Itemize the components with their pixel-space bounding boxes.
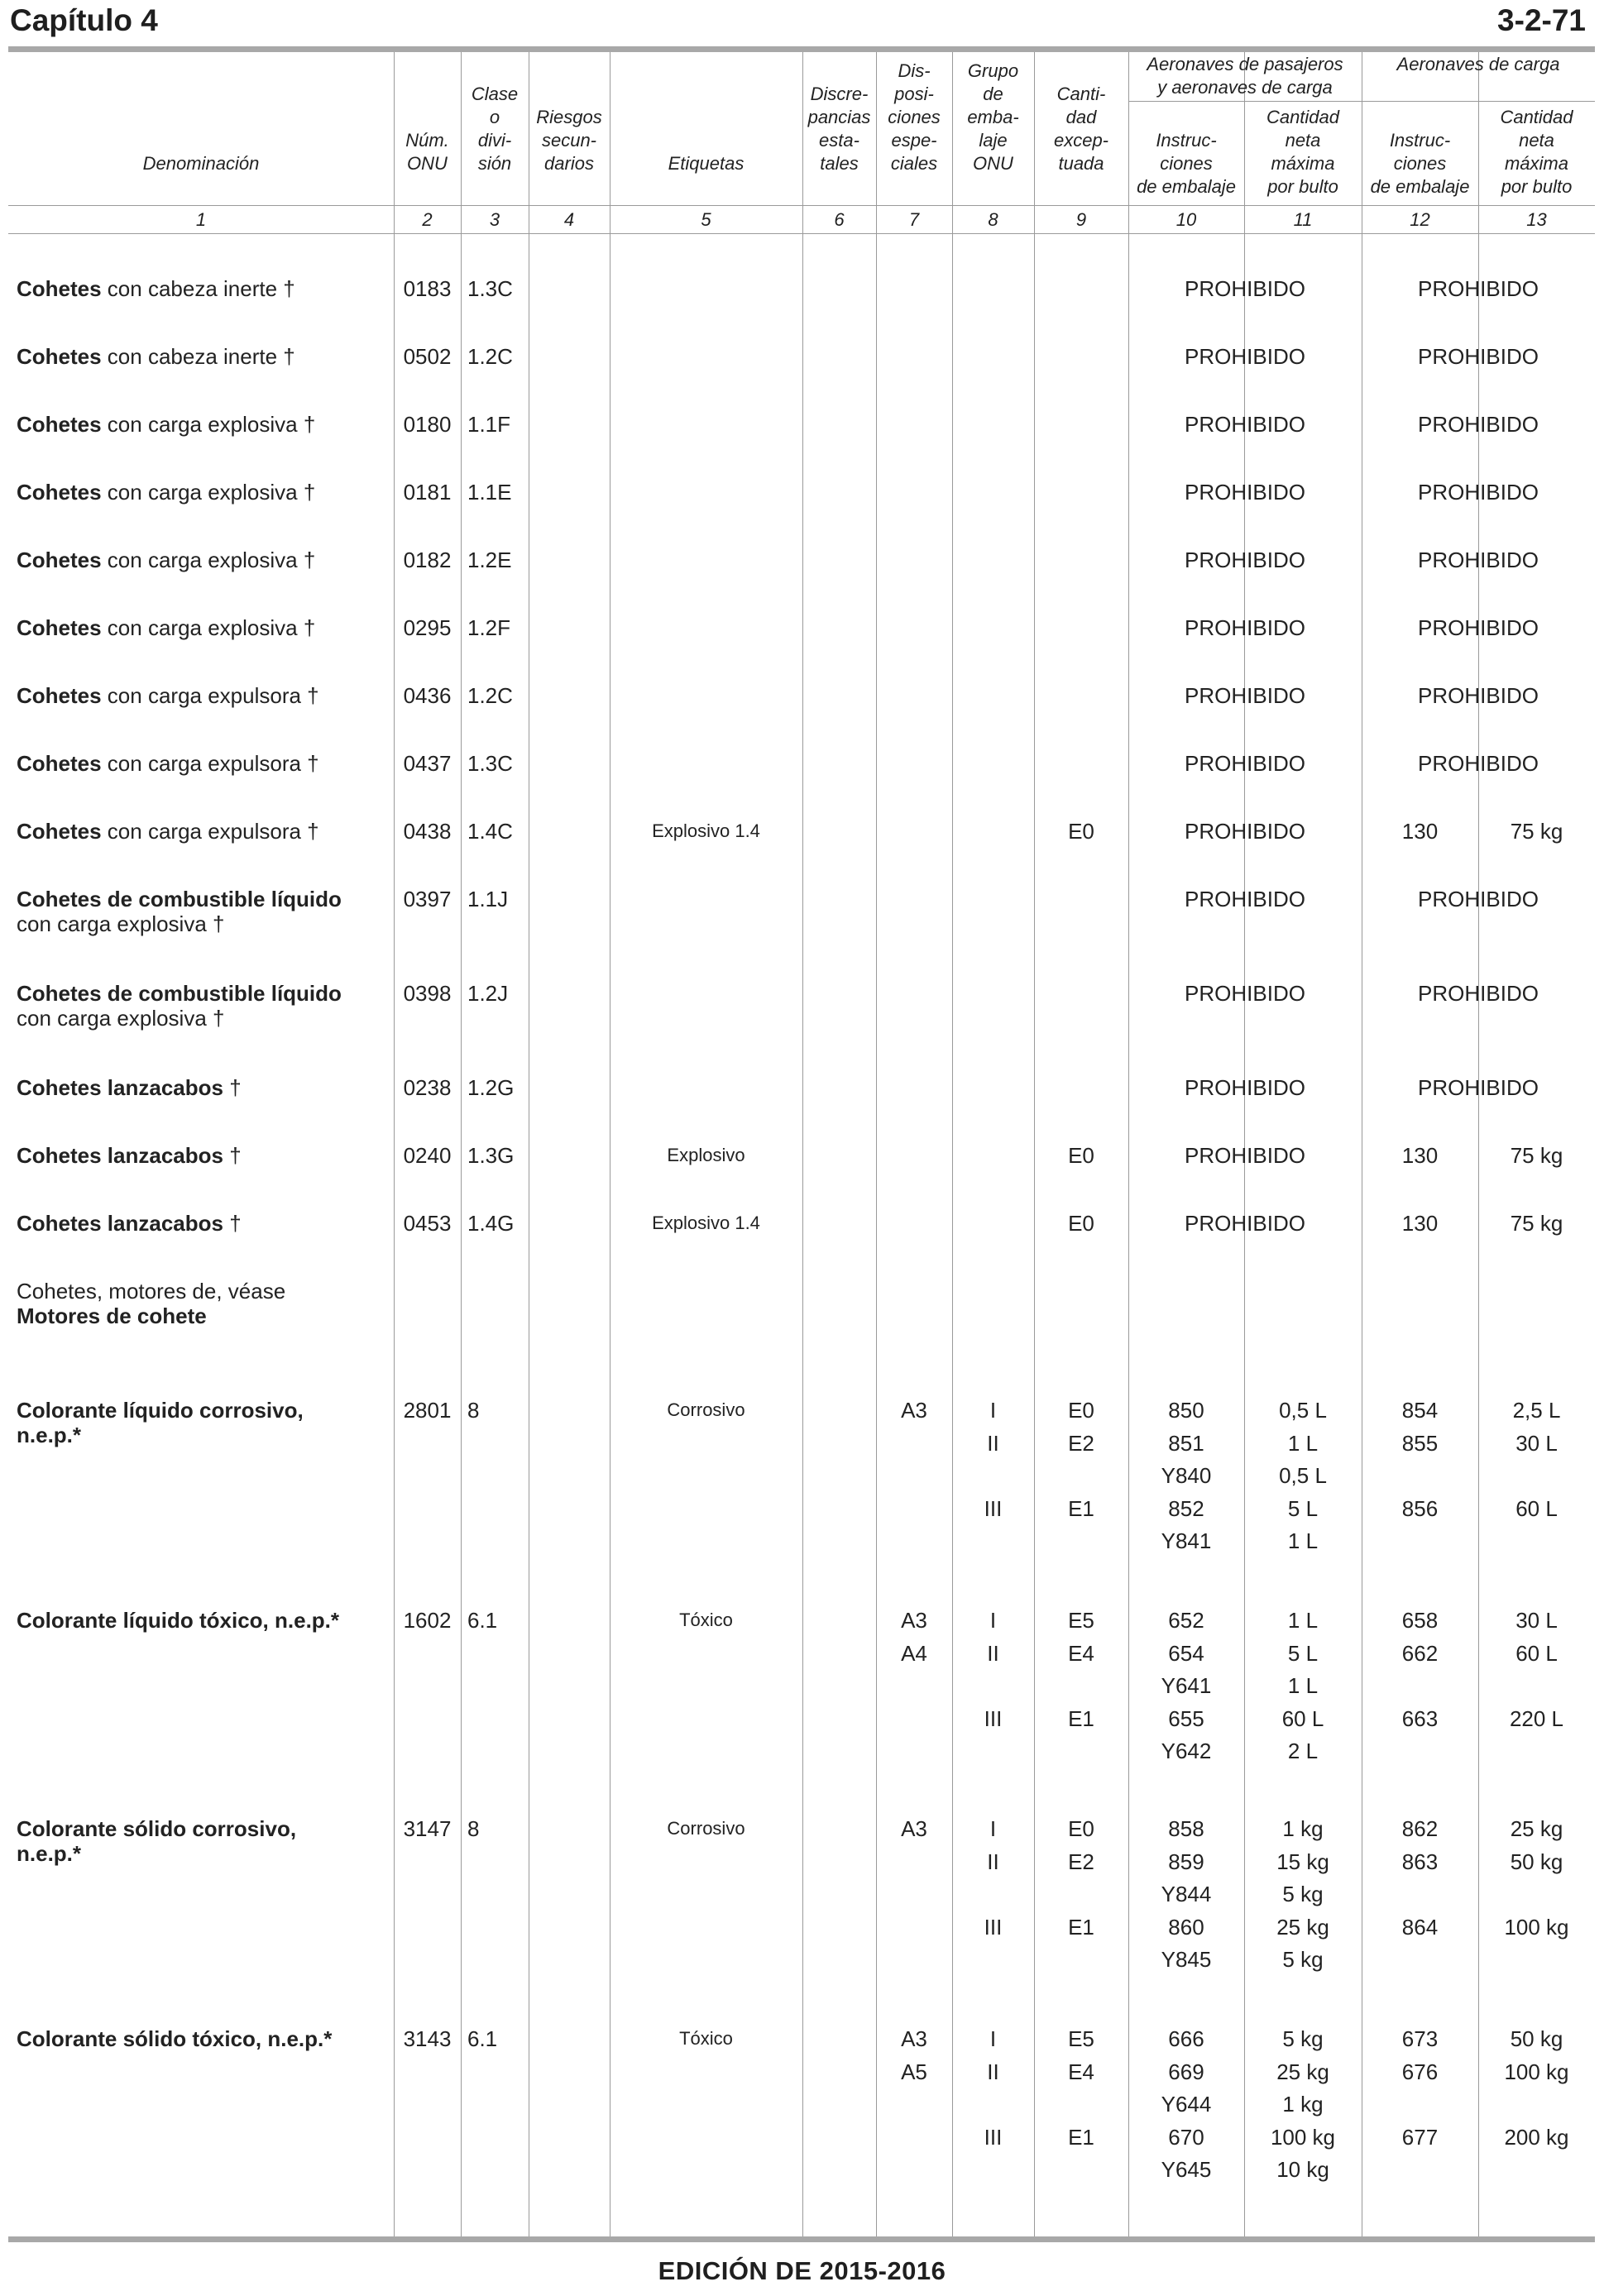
packing-instruction-passenger: 666	[1168, 2026, 1204, 2051]
class-division: 1.3C	[467, 276, 513, 301]
prohibited-cargo: PROHIBIDO	[1418, 751, 1539, 776]
excepted-quantity: E1	[1068, 2124, 1094, 2150]
max-quantity-cargo: 2,5 L	[1512, 1398, 1561, 1423]
packing-instruction-cargo: 662	[1401, 1640, 1439, 1666]
packing-group: III	[984, 1914, 1003, 1940]
bottom-rule	[8, 2236, 1595, 2242]
column-number: 11	[1293, 209, 1313, 230]
header-cantidad-pass: Cantidad neta máxima por bulto	[1266, 107, 1340, 197]
packing-instruction-passenger: Y840	[1161, 1463, 1212, 1488]
excepted-quantity: E1	[1068, 1914, 1094, 1940]
packing-instruction-cargo: 130	[1401, 1211, 1439, 1236]
substance-name-bold: Colorante sólido corrosivo,	[17, 1816, 297, 1841]
packing-instruction-passenger: 652	[1168, 1608, 1204, 1633]
max-quantity-cargo: 75 kg	[1510, 1143, 1563, 1168]
packing-instruction-cargo: 854	[1401, 1398, 1439, 1423]
label-hazard: Corrosivo	[667, 1818, 745, 1839]
packing-group: II	[987, 1849, 999, 1874]
header-cantidad-exceptuada: Canti- dad excep- tuada	[1053, 84, 1109, 174]
packing-instruction-cargo: 856	[1401, 1495, 1439, 1521]
prohibited-passenger: PROHIBIDO	[1185, 276, 1305, 301]
max-quantity-cargo: 60 L	[1515, 1495, 1558, 1521]
page-number: 3-2-71	[1497, 3, 1586, 37]
max-quantity-passenger: 5 kg	[1282, 1882, 1324, 1906]
class-division: 1.2E	[467, 548, 512, 572]
substance-name-suffix: †	[223, 1211, 242, 1236]
prohibited-cargo: PROHIBIDO	[1418, 981, 1539, 1006]
substance-name	[17, 1816, 296, 1866]
special-provision: A3	[901, 1398, 927, 1423]
max-quantity-cargo: 100 kg	[1504, 2059, 1569, 2084]
substance-name-line2: con carga explosiva †	[17, 911, 225, 936]
substance-name-text: Cohetes, motores de, véase	[17, 1279, 286, 1303]
packing-group: II	[987, 1430, 999, 1456]
substance-name	[17, 2026, 332, 2051]
prohibited-passenger: PROHIBIDO	[1185, 615, 1305, 640]
un-number: 0295	[403, 615, 452, 640]
substance-name	[17, 480, 315, 505]
excepted-quantity: E0	[1068, 819, 1094, 844]
packing-instruction-passenger: Y845	[1161, 1947, 1212, 1972]
max-quantity-cargo: 75 kg	[1510, 819, 1563, 844]
column-number: 9	[1075, 209, 1087, 230]
special-provision: A5	[901, 2059, 927, 2084]
substance-name-bold: Cohetes	[17, 548, 102, 572]
un-number: 0183	[403, 276, 452, 301]
packing-instruction-passenger: Y844	[1161, 1882, 1212, 1906]
label-hazard: Tóxico	[679, 1610, 733, 1630]
prohibited-cargo: PROHIBIDO	[1418, 1075, 1539, 1100]
label-hazard: Tóxico	[679, 2028, 733, 2049]
column-number: 12	[1410, 209, 1430, 230]
max-quantity-cargo: 25 kg	[1510, 1816, 1563, 1841]
excepted-quantity: E5	[1068, 1608, 1094, 1633]
max-quantity-passenger: 25 kg	[1276, 2059, 1329, 2084]
substance-name	[17, 276, 295, 301]
substance-name-line2: con carga explosiva †	[17, 1006, 225, 1031]
excepted-quantity: E0	[1068, 1816, 1094, 1841]
packing-group: II	[987, 1640, 999, 1666]
substance-name-line2: Motores de cohete	[17, 1303, 207, 1328]
max-quantity-passenger: 0,5 L	[1279, 1398, 1327, 1423]
un-number: 0180	[403, 412, 452, 437]
substance-name-suffix: †	[223, 1075, 242, 1100]
prohibited-passenger: PROHIBIDO	[1185, 981, 1305, 1006]
max-quantity-passenger: 0,5 L	[1279, 1463, 1327, 1488]
prohibited-cargo: PROHIBIDO	[1418, 615, 1539, 640]
label-hazard: Explosivo	[667, 1145, 745, 1165]
un-number: 0438	[403, 819, 452, 844]
packing-instruction-passenger: 669	[1168, 2059, 1204, 2084]
substance-name-bold: Cohetes	[17, 751, 102, 776]
column-number: 6	[834, 209, 845, 230]
substance-name	[17, 1608, 339, 1633]
edition-footer: EDICIÓN DE 2015-2016	[658, 2256, 946, 2285]
prohibited-passenger: PROHIBIDO	[1185, 1143, 1305, 1168]
excepted-quantity: E2	[1068, 1430, 1094, 1456]
substance-name	[17, 1075, 242, 1100]
substance-name-suffix: con carga explosiva †	[101, 480, 316, 505]
header-instrucciones-pass: Instruc- ciones de embalaje	[1137, 130, 1236, 197]
substance-name-line2: n.e.p.*	[17, 1423, 82, 1447]
packing-group: III	[984, 1705, 1003, 1731]
class-division: 1.1E	[467, 480, 512, 505]
packing-instruction-cargo: 130	[1401, 819, 1439, 844]
packing-instruction-passenger: 851	[1168, 1430, 1204, 1456]
un-number: 3147	[403, 1816, 452, 1841]
un-number: 3143	[403, 2026, 452, 2051]
excepted-quantity: E1	[1068, 1705, 1094, 1731]
substance-name-bold: Cohetes	[17, 344, 102, 369]
substance-name-bold: Cohetes	[17, 683, 102, 708]
label-hazard: Corrosivo	[667, 1399, 745, 1420]
substance-name-line2: n.e.p.*	[17, 1841, 82, 1866]
class-division: 1.2C	[467, 683, 513, 708]
class-division: 1.1F	[467, 412, 511, 437]
max-quantity-cargo: 100 kg	[1504, 1914, 1569, 1940]
substance-name	[17, 683, 319, 708]
header-grupo-embalaje: Grupo de emba- laje ONU	[967, 60, 1019, 174]
class-division: 1.2G	[467, 1075, 515, 1100]
substance-name-bold: Cohetes de combustible líquido	[17, 981, 342, 1006]
max-quantity-passenger: 100 kg	[1270, 2124, 1336, 2150]
un-number: 0182	[403, 548, 452, 572]
excepted-quantity: E0	[1068, 1143, 1094, 1168]
prohibited-passenger: PROHIBIDO	[1185, 412, 1305, 437]
substance-name	[17, 412, 315, 437]
substance-name	[17, 1398, 304, 1447]
packing-instruction-passenger: Y642	[1161, 1739, 1212, 1763]
max-quantity-passenger: 1 L	[1287, 1430, 1319, 1456]
max-quantity-passenger: 1 L	[1287, 1608, 1319, 1633]
substance-name-suffix: con carga explosiva †	[101, 615, 316, 640]
substance-name-bold: Cohetes	[17, 615, 102, 640]
excepted-quantity: E1	[1068, 1495, 1094, 1521]
prohibited-cargo: PROHIBIDO	[1418, 276, 1539, 301]
substance-name-suffix: †	[223, 1143, 242, 1168]
excepted-quantity: E0	[1068, 1211, 1094, 1236]
class-division: 1.3C	[467, 751, 513, 776]
excepted-quantity: E5	[1068, 2026, 1094, 2051]
prohibited-cargo: PROHIBIDO	[1418, 412, 1539, 437]
un-number: 0397	[403, 887, 452, 911]
excepted-quantity: E0	[1068, 1398, 1094, 1423]
substance-name-bold: Cohetes de combustible líquido	[17, 887, 342, 911]
excepted-quantity: E4	[1068, 2059, 1094, 2084]
packing-instruction-passenger: 859	[1168, 1849, 1204, 1874]
max-quantity-cargo: 75 kg	[1510, 1211, 1563, 1236]
substance-name-suffix: con cabeza inerte †	[101, 276, 295, 301]
substance-name	[17, 1279, 285, 1328]
class-division: 1.2C	[467, 344, 513, 369]
max-quantity-passenger: 5 L	[1287, 1495, 1319, 1521]
packing-instruction-passenger: Y641	[1161, 1673, 1212, 1698]
special-provision: A4	[901, 1640, 927, 1666]
packing-instruction-cargo: 864	[1401, 1914, 1439, 1940]
prohibited-cargo: PROHIBIDO	[1418, 887, 1539, 911]
max-quantity-cargo: 30 L	[1515, 1608, 1558, 1633]
header-group-passenger: Aeronaves de pasajeros y aeronaves de carga	[1147, 54, 1343, 98]
class-division: 1.4C	[467, 819, 513, 844]
un-number: 0436	[403, 683, 452, 708]
packing-instruction-cargo: 676	[1401, 2059, 1439, 2084]
column-number: 10	[1175, 209, 1197, 230]
max-quantity-passenger: 25 kg	[1276, 1914, 1329, 1940]
packing-instruction-passenger: 852	[1168, 1495, 1204, 1521]
substance-name	[17, 819, 319, 844]
packing-instruction-cargo: 855	[1401, 1430, 1439, 1456]
class-division: 8	[467, 1398, 480, 1423]
un-number: 0398	[403, 981, 452, 1006]
un-number: 0502	[403, 344, 452, 369]
packing-group: I	[989, 1398, 997, 1423]
packing-instruction-passenger: Y841	[1161, 1528, 1212, 1553]
column-number: 2	[422, 209, 433, 230]
prohibited-passenger: PROHIBIDO	[1185, 1075, 1305, 1100]
substance-name-suffix: con carga explosiva †	[101, 548, 316, 572]
class-division: 1.2J	[467, 981, 509, 1006]
header-disposiciones: Dis- posi- ciones espe- ciales	[888, 60, 941, 174]
prohibited-passenger: PROHIBIDO	[1185, 1211, 1305, 1236]
packing-instruction-passenger: 670	[1168, 2124, 1204, 2150]
substance-name-suffix: con carga expulsora †	[101, 683, 319, 708]
max-quantity-cargo: 50 kg	[1510, 1849, 1563, 1874]
max-quantity-passenger: 1 L	[1287, 1673, 1319, 1698]
packing-instruction-cargo: 658	[1401, 1608, 1439, 1633]
packing-instruction-passenger: 655	[1168, 1705, 1204, 1731]
packing-instruction-cargo: 863	[1401, 1849, 1439, 1874]
substance-name-bold: Colorante líquido tóxico, n.e.p.*	[17, 1608, 340, 1633]
special-provision: A3	[901, 1816, 927, 1841]
column-number: 8	[988, 209, 998, 230]
substance-name-bold: Cohetes lanzacabos	[17, 1211, 223, 1236]
substance-name-suffix: con carga explosiva †	[101, 412, 316, 437]
prohibited-passenger: PROHIBIDO	[1185, 887, 1305, 911]
un-number: 1602	[403, 1608, 452, 1633]
max-quantity-passenger: 5 L	[1287, 1640, 1319, 1666]
substance-name-bold: Cohetes	[17, 480, 102, 505]
header-discrepancias: Discre- pancias esta- tales	[807, 84, 871, 174]
max-quantity-cargo: 30 L	[1515, 1430, 1558, 1456]
substance-name-bold: Cohetes	[17, 412, 102, 437]
max-quantity-cargo: 220 L	[1509, 1705, 1564, 1731]
packing-instruction-cargo: 862	[1401, 1816, 1439, 1841]
header-num-onu: Núm. ONU	[405, 130, 449, 174]
prohibited-cargo: PROHIBIDO	[1418, 480, 1539, 505]
packing-instruction-cargo: 673	[1401, 2026, 1439, 2051]
prohibited-passenger: PROHIBIDO	[1185, 344, 1305, 369]
class-division: 6.1	[467, 1608, 498, 1633]
max-quantity-passenger: 1 L	[1287, 1528, 1319, 1553]
substance-name	[17, 1143, 242, 1168]
max-quantity-passenger: 5 kg	[1282, 2026, 1324, 2051]
packing-instruction-passenger: Y645	[1161, 2157, 1212, 2182]
max-quantity-passenger: 15 kg	[1276, 1849, 1329, 1874]
substance-name-bold: Cohetes lanzacabos	[17, 1143, 223, 1168]
packing-group: II	[987, 2059, 999, 2084]
max-quantity-passenger: 5 kg	[1282, 1947, 1324, 1972]
packing-group: III	[984, 2124, 1003, 2150]
substance-name	[17, 615, 315, 640]
column-number: 3	[489, 209, 500, 230]
label-hazard: Explosivo 1.4	[652, 820, 760, 841]
packing-instruction-passenger: 850	[1168, 1398, 1204, 1423]
prohibited-passenger: PROHIBIDO	[1185, 751, 1305, 776]
header-group-cargo: Aeronaves de carga	[1396, 54, 1560, 74]
packing-instruction-cargo: 663	[1401, 1705, 1439, 1731]
class-division: 1.2F	[467, 615, 511, 640]
column-number: 7	[908, 209, 920, 230]
packing-instruction-cargo: 677	[1401, 2124, 1439, 2150]
packing-instruction-passenger: Y644	[1161, 2092, 1212, 2117]
column-number: 13	[1526, 209, 1547, 230]
prohibited-passenger: PROHIBIDO	[1185, 480, 1305, 505]
max-quantity-passenger: 10 kg	[1276, 2157, 1329, 2182]
prohibited-cargo: PROHIBIDO	[1418, 548, 1539, 572]
chapter-title: Capítulo 4	[10, 3, 158, 37]
un-number: 0181	[403, 480, 452, 505]
max-quantity-cargo: 200 kg	[1504, 2124, 1569, 2150]
un-number: 0437	[403, 751, 452, 776]
packing-group: III	[984, 1495, 1003, 1521]
substance-name	[17, 887, 342, 936]
packing-group: I	[989, 2026, 997, 2051]
substance-name	[17, 1211, 242, 1236]
substance-name-bold: Colorante líquido corrosivo,	[17, 1398, 304, 1423]
substance-name-suffix: con carga expulsora †	[101, 751, 319, 776]
substance-name	[17, 981, 342, 1031]
header-instrucciones-cargo: Instruc- ciones de embalaje	[1370, 130, 1470, 197]
substance-name	[17, 548, 315, 572]
packing-group: I	[989, 1608, 997, 1633]
substance-name-bold: Cohetes	[17, 276, 102, 301]
class-division: 1.4G	[467, 1211, 515, 1236]
column-number: 4	[563, 209, 575, 230]
un-number: 0240	[403, 1143, 452, 1168]
excepted-quantity: E2	[1068, 1849, 1094, 1874]
packing-group: I	[989, 1816, 997, 1841]
substance-name	[17, 751, 319, 776]
class-division: 1.1J	[467, 887, 509, 911]
special-provision: A3	[901, 1608, 927, 1633]
substance-name-bold: Colorante sólido tóxico, n.e.p.*	[17, 2026, 333, 2051]
column-number: 5	[701, 209, 711, 230]
special-provision: A3	[901, 2026, 927, 2051]
substance-name-bold: Cohetes	[17, 819, 102, 844]
header-riesgos: Riesgos secun- darios	[536, 107, 602, 174]
packing-instruction-passenger: 860	[1168, 1914, 1204, 1940]
max-quantity-cargo: 50 kg	[1510, 2026, 1563, 2051]
class-division: 8	[467, 1816, 480, 1841]
un-number: 2801	[403, 1398, 452, 1423]
label-hazard: Explosivo 1.4	[652, 1213, 760, 1233]
substance-name-suffix: con cabeza inerte †	[101, 344, 295, 369]
max-quantity-passenger: 60 L	[1281, 1705, 1324, 1731]
un-number: 0453	[403, 1211, 452, 1236]
packing-instruction-passenger: 858	[1168, 1816, 1204, 1841]
header-denominacion: Denominación	[142, 153, 260, 174]
prohibited-cargo: PROHIBIDO	[1418, 344, 1539, 369]
max-quantity-passenger: 1 kg	[1282, 1816, 1324, 1841]
header-clase: Clase o divi- sión	[471, 84, 519, 174]
max-quantity-passenger: 1 kg	[1282, 2092, 1324, 2117]
substance-name-suffix: con carga expulsora †	[101, 819, 319, 844]
class-division: 6.1	[467, 2026, 498, 2051]
substance-name-bold: Cohetes lanzacabos	[17, 1075, 223, 1100]
class-division: 1.3G	[467, 1143, 515, 1168]
packing-instruction-cargo: 130	[1401, 1143, 1439, 1168]
prohibited-passenger: PROHIBIDO	[1185, 819, 1305, 844]
header-etiquetas: Etiquetas	[668, 153, 745, 174]
prohibited-cargo: PROHIBIDO	[1418, 683, 1539, 708]
un-number: 0238	[403, 1075, 452, 1100]
substance-name	[17, 344, 295, 369]
header-cantidad-cargo: Cantidad neta máxima por bulto	[1500, 107, 1573, 197]
prohibited-passenger: PROHIBIDO	[1185, 548, 1305, 572]
max-quantity-passenger: 2 L	[1287, 1739, 1319, 1763]
prohibited-passenger: PROHIBIDO	[1185, 683, 1305, 708]
column-number: 1	[195, 209, 207, 230]
packing-instruction-passenger: 654	[1168, 1640, 1204, 1666]
max-quantity-cargo: 60 L	[1515, 1640, 1558, 1666]
excepted-quantity: E4	[1068, 1640, 1094, 1666]
